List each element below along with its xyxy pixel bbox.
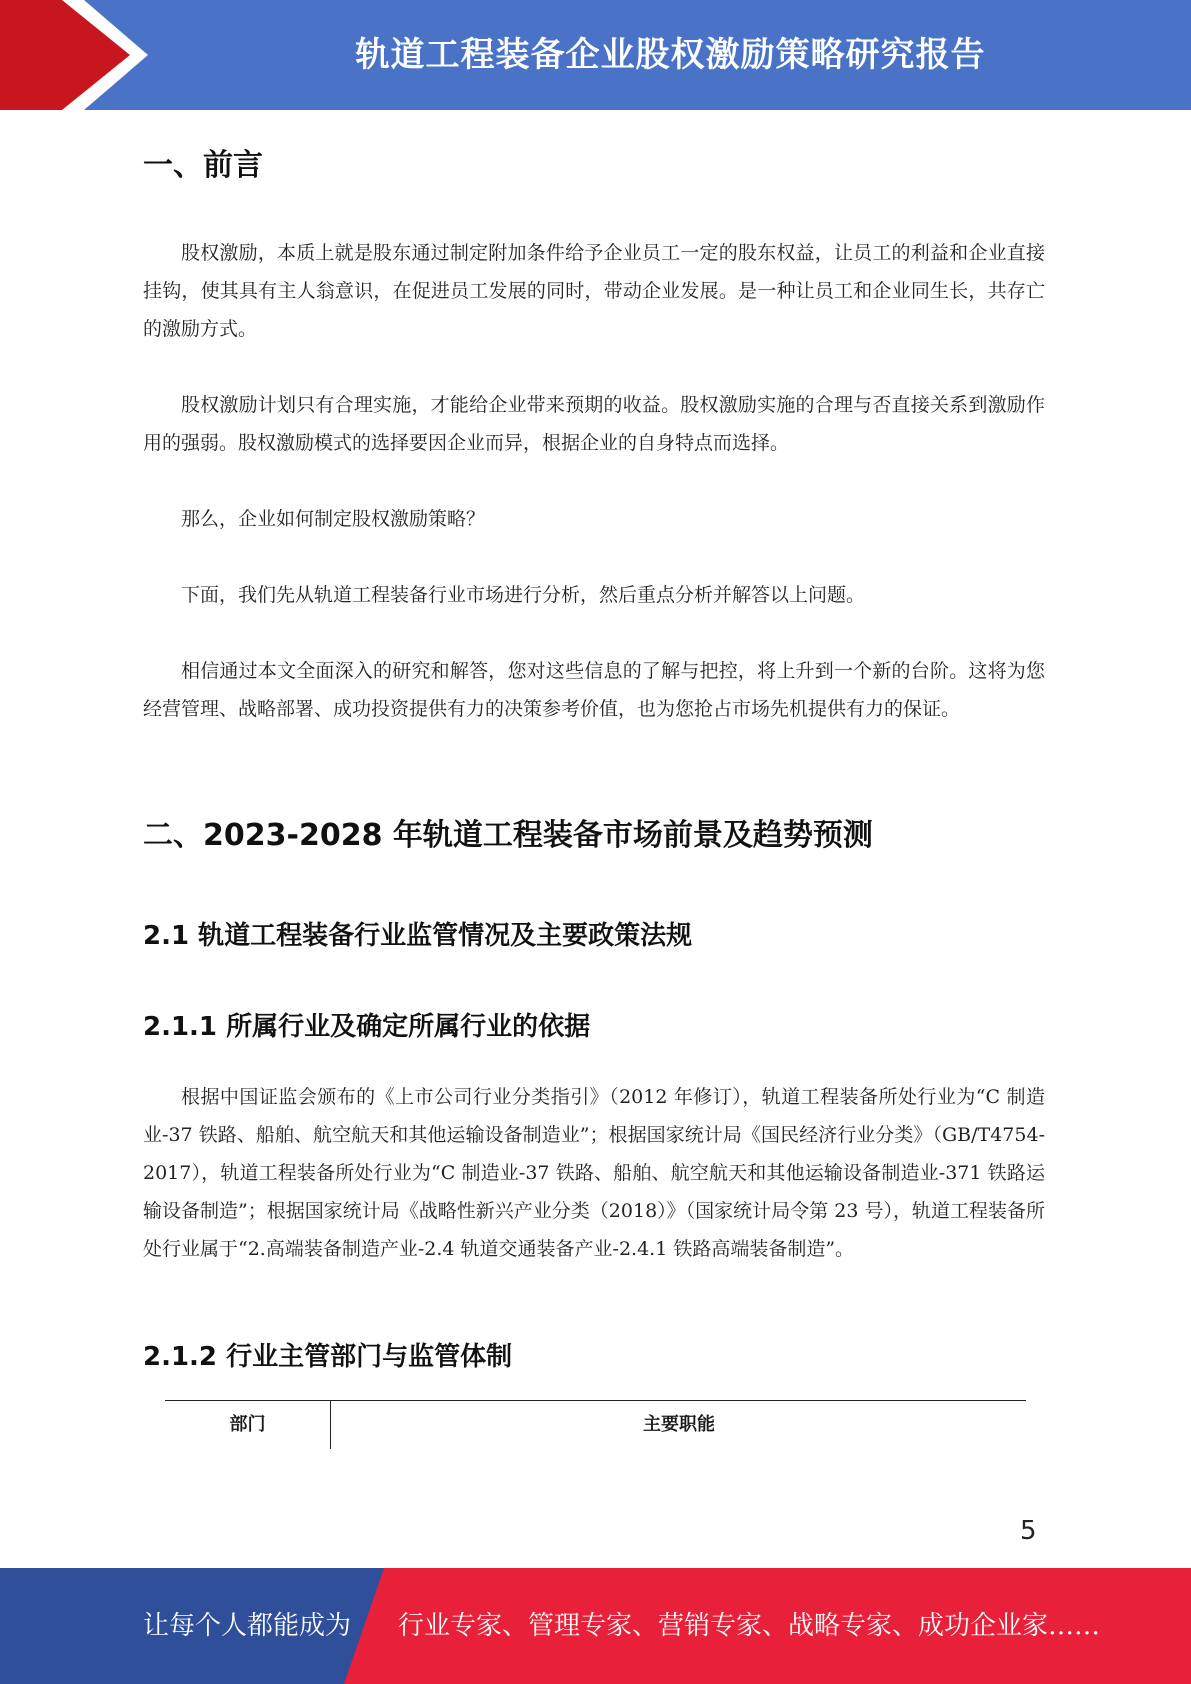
paragraph: 下面，我们先从轨道工程装备行业市场进行分析，然后重点分析并解答以上问题。 xyxy=(181,584,866,606)
section-heading-preface: 一、前言 xyxy=(143,148,263,183)
regulatory-table xyxy=(165,1400,1026,1451)
footer-slogan-right: 行业专家、管理专家、营销专家、战略专家、成功企业家…… xyxy=(398,1611,1101,1641)
paragraph: 根据中国证监会颁布的《上市公司行业分类指引》（2012 年修订），轨道工程装备所处行业为“C 制造业-37 铁路、船舶、航空航天和其他运输设备制造业”；根据国家统计局《国民经济行业分类》（GB/T4754-2017），轨道工程装备所处行业为“C 制造业-37 铁路、船舶、航空航天和其他运输设备制造业-371 铁路运输设备制造”；根据国家统计局《战略性新兴产业分类（2018）》（国家统计局令第 23 号），轨道工程装备所处行业属于“2.高端装备制造产业-2.4 轨道交通装备产业-2.4.1 铁路高端装备制造”。 xyxy=(143,1086,1045,1260)
paragraph: 股权激励计划只有合理实施，才能给企业带来预期的收益。股权激励实施的合理与否直接关系到激励作用的强弱。股权激励模式的选择要因企业而异，根据企业的自身特点而选择。 xyxy=(143,394,1045,454)
paragraph: 相信通过本文全面深入的研究和解答，您对这些信息的了解与把控，将上升到一个新的台阶。这将为您经营管理、战略部署、成功投资提供有力的决策参考价值，也为您抢占市场先机提供有力的保证。 xyxy=(143,660,1045,720)
paragraph: 股权激励，本质上就是股东通过制定附加条件给予企业员工一定的股东权益，让员工的利益和企业直接挂钩，使其具有主人翁意识，在促进员工发展的同时，带动企业发展。是一种让员工和企业同生长，共存亡的激励方式。 xyxy=(143,242,1045,340)
section-heading-market: 二、2023-2028 年轨道工程装备市场前景及趋势预测 xyxy=(143,818,873,853)
footer-banner xyxy=(0,1568,1191,1684)
subsection-heading-2-1-2: 2.1.2 行业主管部门与监管体制 xyxy=(143,1342,513,1372)
report-title: 轨道工程装备企业股权激励策略研究报告 xyxy=(355,35,986,75)
paragraph: 那么，企业如何制定股权激励策略？ xyxy=(181,508,486,530)
table-header-functions: 主要职能 xyxy=(643,1414,715,1435)
subsection-heading-2-1-1: 2.1.1 所属行业及确定所属行业的依据 xyxy=(143,1012,591,1042)
page-number: 5 xyxy=(1020,1516,1037,1546)
subsection-heading-2-1: 2.1 轨道工程装备行业监管情况及主要政策法规 xyxy=(143,921,693,951)
footer-slogan-left: 让每个人都能成为 xyxy=(143,1611,352,1641)
table-header-department: 部门 xyxy=(165,1401,331,1449)
header-banner xyxy=(0,0,1191,110)
